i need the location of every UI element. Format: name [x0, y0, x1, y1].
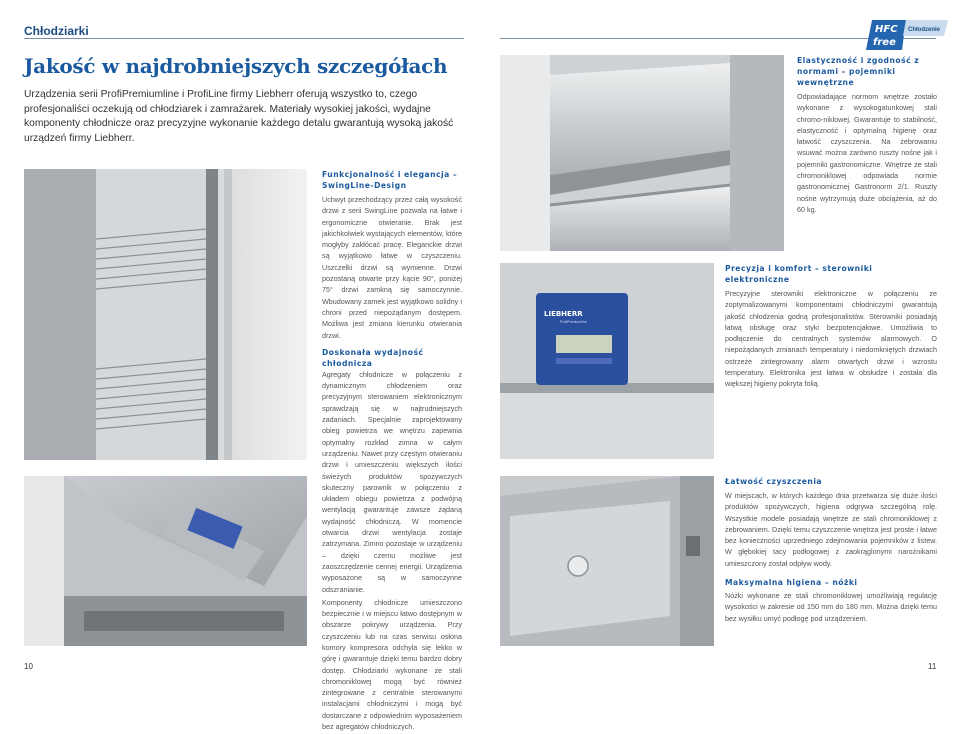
text-cleaning: W miejscach, w których każdego dnia przetwarza się duże ilości produktów spożywczych, higiena odgrywa szczególną rolę. Wszystkie modele posiadają wnętrze ze stali chromoniklowej z żebrowaniem. Dzięki temu czyszczenie wnętrza jest proste i łatwe bez konieczności uprzedniego zdejmowania pojemników z listew. W głębokiej tacy podłogowej z zaokrąglonymi narożnikami umieszczony został odpływ wody. [725, 491, 937, 568]
photo-gastronorm-pans [500, 55, 784, 251]
photo-floor-tray [500, 476, 714, 646]
intro-text: Urządzenia serii ProfiPremiumline i ProfiLine firmy Liebherr oferują wszystko to, czego profesjonaliści oczekują od chłodziarek i zamrażarek. Materiały wysokiej jakości, wydajne komponenty chłodnicze oraz precyzyjne wykonanie każdego detalu gwarantują wysoką jakość urządzeń firmy Liebherr. [24, 89, 454, 144]
page-number-left: 10 [24, 662, 33, 671]
logo-main: HFC [875, 24, 898, 35]
heading-precision: Precyzja i komfort – sterowniki elektroniczne [725, 264, 873, 284]
page-number-right: 11 [928, 662, 937, 671]
heading-cleaning: Łatwość czyszczenia [725, 477, 823, 486]
column-cleaning [725, 476, 937, 626]
controller-model: ProfiPremiumline [560, 320, 587, 324]
heading-flexibility: Elastyczność i zgodność z normami – pojemniki wewnętrzne [797, 56, 920, 87]
top-rule-left [24, 38, 464, 39]
column-precision [725, 263, 937, 392]
page-title: Jakość w najdrobniejszych szczegółach [24, 54, 448, 78]
section-label: Chłodziarki [24, 24, 89, 38]
hfc-free-logo [866, 20, 948, 55]
controller-brand: LIEBHERR [544, 310, 583, 318]
photo-controller [500, 263, 714, 459]
text-cooling: Agregaty chłodnicze w połączeniu z dynamicznym chłodzeniem oraz precyzyjnym sterowaniem elektronicznym sprawdzają się w najtrudniejszych zadaniach. Specjalnie zaprojektowany obieg powietrza we wnętrzu zapewnia optymalny rozkład zimna w całym urządzeniu. Nawet przy częstym otwieraniu drzwi i umieszczeniu większych ilości świeżych produktów spożywczych skuteczny parownik w połączeniu z układem obiegu powietrza z podwójną wentylacją gwarantuje zawsze żądaną wydajność chłodniczą. W momencie otwarcia drzwi wentylacja zostaje zatrzymana. Zimno pozostaje w urządzeniu – dzięki czemu możliwe jest zaoszczędzenie cennej energii. Urządzenia wyposażone są w samoczynne odszranianie. [322, 369, 462, 594]
logo-sub: free [873, 37, 896, 48]
text-swingline: Uchwyt przechodzący przez całą wysokość drzwi z serii SwingLine pozwala na łatwe i ergonomiczne otwieranie. Brak jest jakichkolwiek wystających elementów, które mogłyby zakłócać pracę. Eleganckie drzwi są wyjątkowo łatwe w czyszczeniu. Uszczelki drzwi są wymienne. Drzwi pozostaną otwarte przy kącie 90°, poniżej 75° drzwi zamkną się samoczynnie. Wbudowany zamek jest wyjątkowo solidny i chroni przed niepożądanym dostępem. Możliwa jest zmiana kierunku otwierania drzwi. [322, 195, 462, 340]
column-flexibility [797, 55, 937, 217]
text-hygiene: Nóżki wykonane ze stali chromoniklowej umożliwiają regulację wysokości w zakresie od 150 mm do 180 mm. Można dzięki temu bez wysiłku umyć podłogę pod urządzeniem. [725, 591, 937, 623]
photo-interior-shelves [24, 169, 307, 460]
text-precision: Precyzyjne sterowniki elektroniczne w połączeniu ze zoptymalizowanymi komponentami chłodniczymi gwarantują jakość chłodzenia godną profesjonalistów. Sterowniki posiadają łatwą obsługę oraz styki bezpotencjałowe. Umożliwia to podłączenie do centralnych systemów alarmowych. O niepożądanych zmianach temperatury i niedomkniętych drzwiach ostrzeże zintegrowany alarm otwartych drzwi i wzrostu temperatury. Elektronika jest łatwa w obsłudze i została dla większej higieny pokryta folią. [725, 289, 937, 389]
column-swingline [322, 169, 462, 734]
logo-label: Chłodzenie [908, 27, 941, 33]
photo-compressor-lid [24, 476, 307, 646]
hfc-free-badge-icon [866, 20, 948, 50]
heading-swingline: Funkcjonalność i elegancja – SwingLine-Design [322, 170, 458, 190]
heading-cooling: Doskonała wydajność chłodnicza [322, 347, 424, 368]
text-cooling-components: Komponenty chłodnicze umieszczono bezpiecznie i w miejscu łatwo dostępnym w obszarze pokrywy urządzenia. Przy czyszczeniu lub na czas serwisu osłona komory kompresora odchyla się lekko w górę i gwarantuje dzięki temu bardzo dobry dostęp. Chłodziarki wykonane ze stali chromoniklowej mogą być również zintegrowane z centralnie sterowanymi instalacjami chłodniczymi i mogą być dostarczane z odpowiednim wyposażeniem bez agregatów chłodniczych. [322, 597, 462, 732]
heading-hygiene: Maksymalna higiena – nóżki [725, 578, 858, 588]
text-flexibility: Odpowiadające normom wnętrze zostało wykonane z wysokogatunkowej stali chromo-niklowej. Gwarantuje to stabilność, elastyczność i optymalną higienę oraz łatwość czyszczenia. Na żebrowaniu wsuwać można zarówno ruszty nośne jak i pojemniki gastronomiczne. Wnętrze ze stali chromoniklowej odpowiada normie gastronomicznej Gastronorm 2/1. Ruszty nośne wytrzymują duże obciążenia, aż do 60 kg. [797, 92, 937, 214]
